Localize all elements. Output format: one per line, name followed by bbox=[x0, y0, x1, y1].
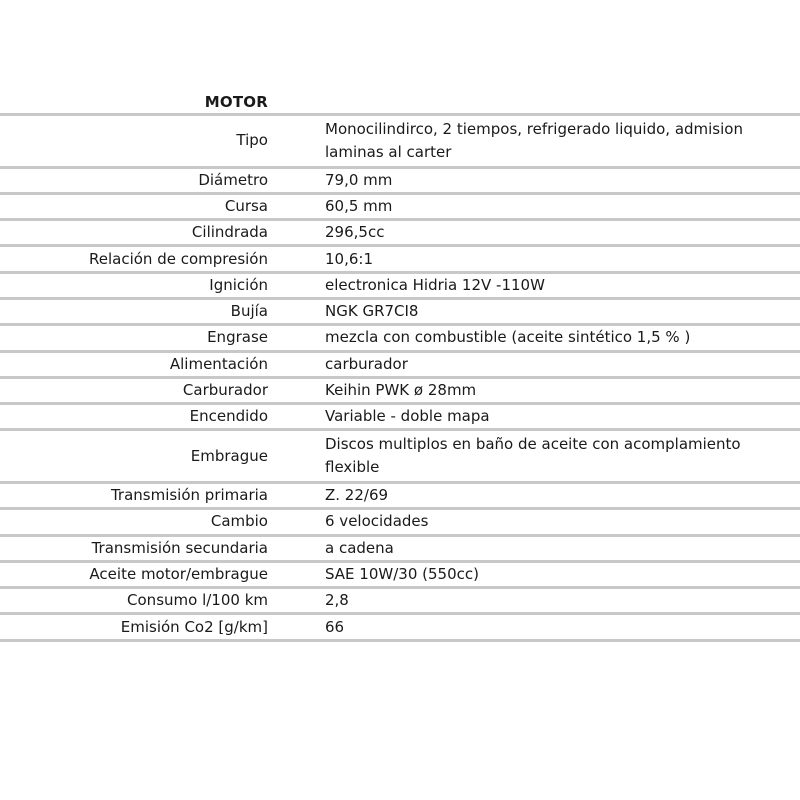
spec-label: Transmisión secundaria bbox=[91, 538, 268, 557]
section-header bbox=[0, 90, 800, 116]
spec-value: 2,8 bbox=[325, 591, 349, 610]
spec-value: 60,5 mm bbox=[325, 196, 393, 215]
spec-value: carburador bbox=[325, 354, 408, 373]
spec-value: electronica Hidria 12V -110W bbox=[325, 275, 545, 294]
section-title: MOTOR bbox=[204, 93, 268, 111]
spec-row-encendido bbox=[0, 405, 800, 431]
spec-label: Aceite motor/embrague bbox=[89, 565, 268, 583]
spec-label: Cambio bbox=[210, 512, 268, 531]
spec-label: Carburador bbox=[182, 381, 268, 400]
spec-row-consumo bbox=[0, 589, 800, 615]
spec-row-engrase bbox=[0, 326, 800, 352]
spec-label: Embrague bbox=[190, 446, 268, 465]
spec-value: 10,6:1 bbox=[325, 249, 373, 268]
spec-label: Diámetro bbox=[198, 170, 268, 189]
spec-value: 296,5cc bbox=[325, 223, 385, 242]
spec-row-bujia bbox=[0, 300, 800, 326]
spec-value: 66 bbox=[325, 617, 345, 636]
spec-label: Tipo bbox=[236, 131, 268, 150]
spec-row-ignicion bbox=[0, 274, 800, 300]
spec-table bbox=[0, 90, 800, 642]
spec-row-cambio bbox=[0, 510, 800, 536]
spec-row-alimentacion bbox=[0, 353, 800, 379]
spec-label: Relación de compresión bbox=[88, 249, 268, 268]
spec-row-cilindrada bbox=[0, 221, 800, 247]
spec-value: Monocilindirco, 2 tiempos, refrigerado liquido, admision laminas al carter bbox=[325, 119, 743, 161]
spec-label: Engrase bbox=[207, 328, 268, 347]
spec-row-diametro bbox=[0, 169, 800, 195]
spec-row-transmision-secundaria bbox=[0, 537, 800, 563]
spec-label: Alimentación bbox=[169, 354, 268, 373]
spec-value: mezcla con combustible (aceite sintético 1,5 % ) bbox=[325, 328, 691, 347]
spec-label: Encendido bbox=[189, 407, 268, 426]
spec-value: SAE 10W/30 (550cc) bbox=[325, 565, 479, 583]
spec-row-tipo bbox=[0, 116, 800, 169]
spec-row-transmision-primaria bbox=[0, 484, 800, 510]
spec-label: Cilindrada bbox=[191, 223, 268, 242]
spec-value: Discos multiplos en baño de aceite con acomplamiento flexible bbox=[325, 435, 741, 477]
spec-value: 79,0 mm bbox=[325, 170, 393, 189]
spec-label: Cursa bbox=[224, 196, 268, 215]
spec-row-emision bbox=[0, 615, 800, 641]
spec-label: Consumo l/100 km bbox=[127, 591, 268, 610]
spec-label: Emisión Co2 [g/km] bbox=[120, 617, 268, 636]
spec-row-embrague bbox=[0, 431, 800, 484]
spec-label: Bujía bbox=[230, 302, 268, 321]
spec-label: Ignición bbox=[209, 275, 268, 294]
spec-value: Variable - doble mapa bbox=[325, 407, 490, 426]
spec-value: 6 velocidades bbox=[325, 512, 429, 531]
spec-row-aceite bbox=[0, 563, 800, 589]
spec-label: Transmisión primaria bbox=[110, 486, 268, 505]
spec-value: Z. 22/69 bbox=[325, 486, 389, 505]
spec-value: a cadena bbox=[325, 538, 394, 557]
spec-value: Keihin PWK ø 28mm bbox=[325, 381, 477, 400]
spec-value: NGK GR7CI8 bbox=[325, 302, 419, 321]
spec-row-carburador bbox=[0, 379, 800, 405]
spec-row-cursa bbox=[0, 195, 800, 221]
spec-row-compresion bbox=[0, 247, 800, 273]
